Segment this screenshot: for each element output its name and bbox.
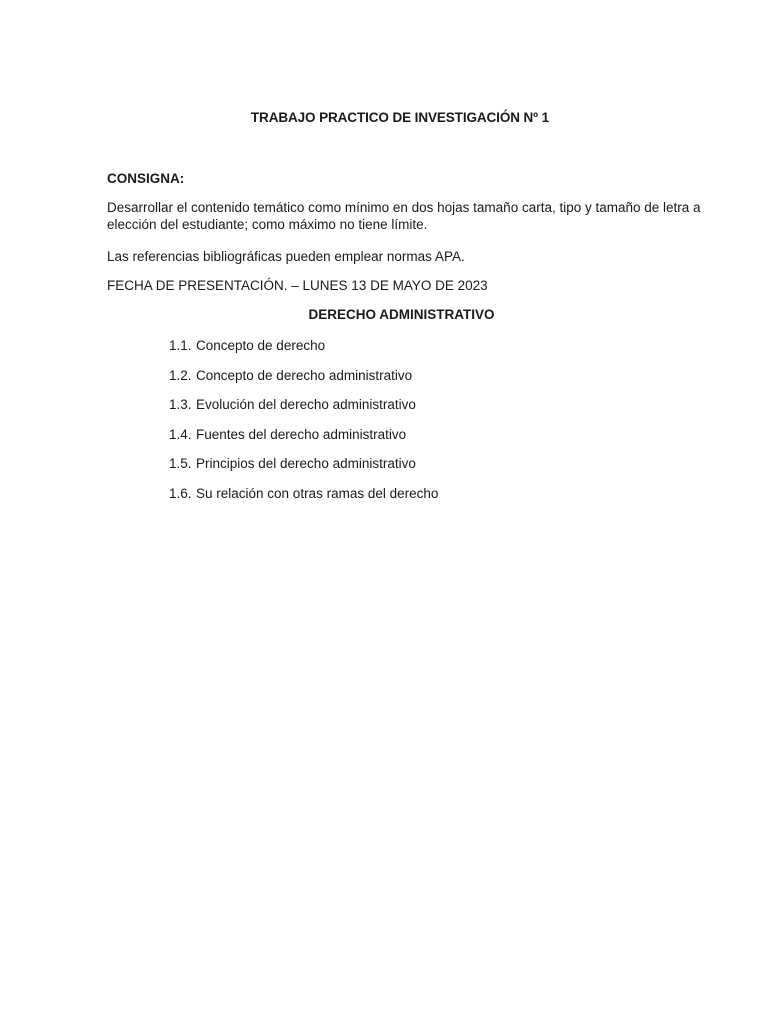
topic-label: Fuentes del derecho administrativo — [196, 426, 407, 442]
topic-label: Concepto de derecho — [196, 338, 326, 353]
list-item — [169, 426, 438, 456]
topic-label: Evolución del derecho administrativo — [196, 397, 416, 413]
topic-list — [169, 337, 438, 515]
section-title: DERECHO ADMINISTRATIVO — [308, 307, 495, 322]
instructions-paragraph: Desarrollar el contenido temático como mínimo en dos hojas tamaño carta, tipo y tamaño de letra a elección del estudiante; como máximo no tiene límite. — [107, 200, 701, 232]
topic-number: 1.3. — [169, 397, 192, 413]
topic-number: 1.6. — [169, 485, 192, 501]
list-item — [169, 367, 438, 397]
topic-number: 1.5. — [169, 456, 192, 472]
list-item — [169, 485, 438, 515]
list-item — [169, 455, 438, 485]
references-paragraph: Las referencias bibliográficas pueden emplear normas APA. — [107, 249, 465, 264]
topic-label: Su relación con otras ramas del derecho — [196, 485, 439, 501]
list-item — [169, 396, 438, 426]
topic-number: 1.2. — [169, 367, 192, 383]
topic-label: Principios del derecho administrativo — [196, 456, 416, 472]
due-date-paragraph: FECHA DE PRESENTACIÓN. – LUNES 13 DE MAYO DE 2023 — [107, 278, 488, 293]
topic-label: Concepto de derecho administrativo — [196, 367, 413, 383]
list-item — [169, 337, 438, 367]
document-title: TRABAJO PRACTICO DE INVESTIGACIÓN Nº 1 — [250, 110, 550, 125]
topic-number: 1.4. — [169, 426, 192, 442]
topic-number: 1.1. — [169, 338, 192, 353]
consigna-label: CONSIGNA: — [107, 171, 185, 186]
